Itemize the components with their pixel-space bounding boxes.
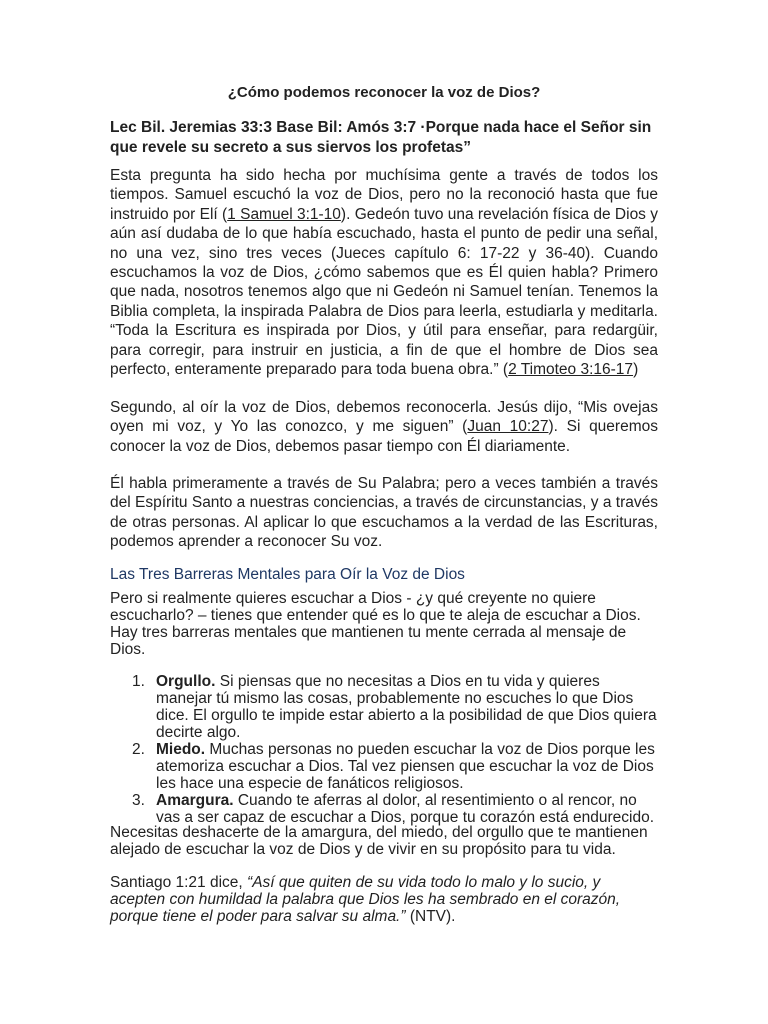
- p6-text-1: Santiago 1:21 dice,: [110, 874, 248, 891]
- list-item-text: Cuando te aferras al dolor, al resentimiento o al rencor, no vas a ser capaz de escuchar a Dios, porque tu corazón está endurecido.: [156, 792, 655, 826]
- page-title: ¿Cómo podemos reconocer la voz de Dios?: [227, 84, 541, 101]
- section-heading: Las Tres Barreras Mentales para Oír la Voz de Dios: [110, 566, 465, 583]
- list-number: 2.: [132, 741, 145, 758]
- paragraph-2: [110, 398, 658, 456]
- list-item-text: Si piensas que no necesitas a Dios en tu vida y quieres manejar tú mismo las cosas, probablemente no escuches lo que Dios dice. El orgullo te impide estar abierto a la posibilidad de que Dios quiera decirte algo.: [156, 673, 657, 741]
- list-item-text: Muchas personas no pueden escuchar la voz de Dios porque les atemoriza escuchar a Dios. Tal vez piensen que escuchar la voz de Dios les hace una especie de fanáticos religiosos.: [156, 741, 655, 792]
- paragraph-4: Pero si realmente quieres escuchar a Dios - ¿y qué creyente no quiere escucharlo? – tienes que entender qué es lo que te aleja de escuchar a Dios. Hay tres barreras mentales que mantienen tu mente cerrada al mensaje de Dios.: [110, 590, 641, 658]
- list-number: 1.: [132, 673, 145, 690]
- list-item-title: Orgullo.: [156, 673, 216, 690]
- p6-text-2: (NTV).: [405, 908, 456, 925]
- bible-reference-heading: Lec Bil. Jeremias 33:3 Base Bil: Amós 3:7 ·Porque nada hace el Señor sin que revele su secreto a sus siervos los profetas”: [110, 119, 652, 156]
- list-number: 3.: [132, 792, 145, 809]
- list-item: [110, 741, 658, 792]
- p1-text-2: ). Gedeón tuvo una revelación física de Dios y aún así dudaba de lo que había escuchado, hasta el punto de pedir una señal, no una vez, sino tres veces (Jueces capítulo 6: 17-22 y 36-40). Cuando escuchamos la voz de Dios, ¿cómo sabemos que es Él quien habla? Primero que nada, nosotros tenemos algo que ni Gedeón ni Samuel tenían. Tenemos la Biblia completa, la inspirada Palabra de Dios para leerla, estudiarla y meditarla. “Toda la Escritura es inspirada por Dios, y útil para enseñar, para redargüir, para corregir, para instruir en justicia, a fin de que el hombre de Dios sea perfecto, enteramente preparado para toda buena obra.” (: [110, 205, 658, 379]
- link-1-samuel[interactable]: 1 Samuel 3:1-10: [227, 205, 341, 223]
- paragraph-1: [110, 166, 658, 379]
- p2-text-1: Segundo, al oír la voz de Dios, debemos reconocerla. Jesús dijo, “Mis ovejas oyen mi voz, y Yo las conozco, y me siguen” (: [110, 399, 658, 436]
- list-item: [110, 673, 658, 741]
- p2-text-2: ). Si queremos conocer la voz de Dios, debemos pasar tiempo con Él diariamente.: [110, 418, 658, 455]
- link-2-timoteo[interactable]: 2 Timoteo 3:16-17: [508, 361, 634, 379]
- list-item-title: Amargura.: [156, 792, 234, 809]
- list-item-title: Miedo.: [156, 741, 206, 758]
- link-juan[interactable]: Juan 10:27: [467, 418, 549, 436]
- paragraph-3: Él habla primeramente a través de Su Palabra; pero a veces también a través del Espíritu Santo a nuestras conciencias, a través de circunstancias, y a través de otras personas. Al aplicar lo que escuchamos a la verdad de las Escrituras, podemos aprender a reconocer Su voz.: [110, 475, 658, 551]
- scripture-quote: “Así que quiten de su vida todo lo malo y lo sucio, y acepten con humildad la palabra que Dios les ha sembrado en el corazón, porque tiene el poder para salvar su alma.”: [110, 874, 621, 925]
- p1-text-1: Esta pregunta ha sido hecha por muchísima gente a través de todos los tiempos. Samuel escuchó la voz de Dios, pero no la reconoció hasta que fue instruido por Elí (: [110, 167, 658, 223]
- list-item: [110, 792, 658, 826]
- p1-text-3: ): [633, 361, 639, 379]
- paragraph-6: [110, 874, 658, 925]
- barriers-list: [110, 673, 658, 826]
- paragraph-5: Necesitas deshacerte de la amargura, del miedo, del orgullo que te mantienen alejado de escuchar la voz de Dios y de vivir en su propósito para tu vida.: [110, 824, 648, 858]
